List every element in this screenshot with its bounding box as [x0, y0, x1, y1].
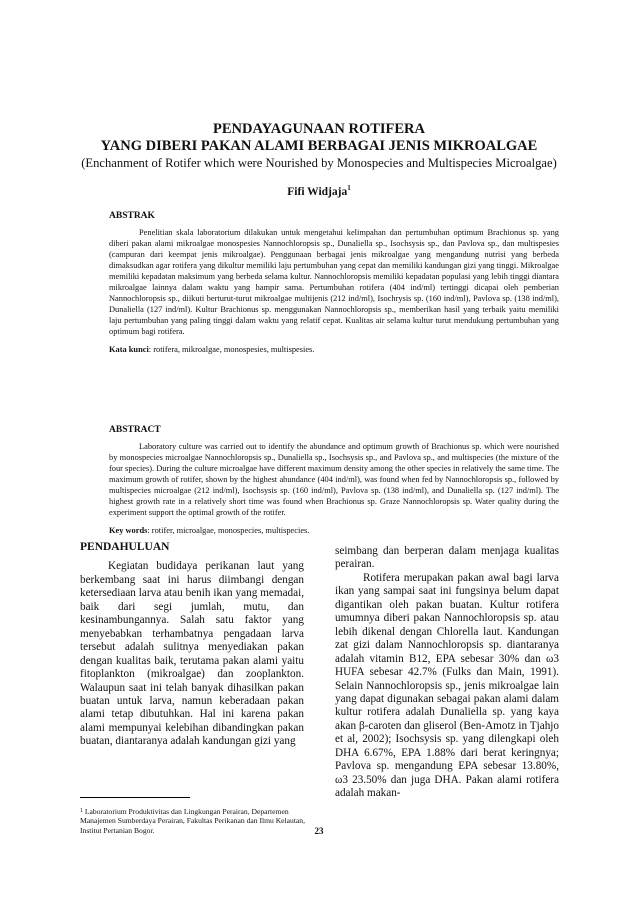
key-words-label: Key words: [109, 526, 148, 535]
left-column: [80, 541, 304, 749]
key-words: [109, 525, 559, 536]
abstrak-section: [109, 211, 559, 355]
author-footnote-mark: 1: [347, 184, 351, 192]
footnote-divider: [80, 797, 190, 798]
title-line-2: YANG DIBERI PAKAN ALAMI BERBAGAI JENIS MIKROALGAE: [100, 138, 538, 154]
para-1-text: Kegiatan budidaya perikanan laut yang berkembang saat ini harus diimbangi dengan ketersediaan larva atau benih ikan yang memadai, baik dari segi jumlah, mutu, dan kesinambungannya. Salah satu faktor yang menyebabkan terhambatnya pengadaan larva tersebut adalah sulitnya menyediakan pakan dengan kualitas baik, terutama pakan alami yaitu fitoplankton (mikroalgae) dan zooplankton. Walaupun saat ini telah banyak dihasilkan pakan buatan untuk larva, namun keberadaan pakan alami tetap dibutuhkan. Hal ini karena pakan alami mempunyai kelebihan dibandingkan pakan buatan, diantaranya adalah kandungan gizi yang: [80, 560, 304, 748]
abstrak-heading: ABSTRAK: [109, 211, 155, 221]
footnote-text: Laboratorium Produktivitas dan Lingkungan Perairan, Departemen Manajemen Sumberdaya Perairan, Fakultas Perikanan dan Ilmu Kelautan, Institut Pertanian Bogor.: [80, 807, 305, 835]
abstrak-text: [109, 227, 559, 337]
subtitle: (Enchanment of Rotifer which were Nourished by Monospecies and Multispecies Microalgae): [81, 156, 557, 170]
kata-kunci: [109, 344, 559, 355]
pendahuluan-para-1: [80, 560, 304, 748]
para-2-text: Rotifera merupakan pakan awal bagi larva ikan yang sampai saat ini fungsinya belum dapat digantikan oleh pakan buatan. Kultur rotifera umumnya diberi pakan Nannochloropsis sp. atau lebih dikenal dengan Chlorella laut. Kandungan zat gizi dalam Nannochloropsis sp. diantaranya adalah vitamin B12, EPA sebesar 30% dan ω3 HUFA sebesar 42.7% (Fulks dan Main, 1991). Selain Nannochloropsis sp., jenis mikroalgae lain yang dapat digunakan sebagai pakan alami dalam kultur rotifera adalah Dunaliella sp. yang kaya akan β-caroten dan gliserol (Ben-Amotz in Tjahjo et al, 2002); Isochsysis sp. yang dilengkapi oleh DHA 6.67%, EPA 1.88% dari berat keringnya; Pavlova sp. mengandung EPA sebesar 13.80%, ω3 23.50% dan juga DHA. Pakan alami rotifera adalah makan-: [335, 571, 559, 800]
abstract-text: [109, 441, 559, 518]
kata-kunci-label: Kata kunci: [109, 345, 149, 354]
para-1-continued: seimbang dan berperan dalam menjaga kualitas perairan.: [335, 545, 559, 571]
abstract-section: [109, 425, 559, 536]
pendahuluan-heading: PENDAHULUAN: [80, 541, 170, 553]
author: [0, 184, 638, 198]
author-name: Fifi Widjaja: [287, 185, 348, 198]
abstract-heading: ABSTRACT: [109, 425, 161, 435]
key-words-text: : rotifer, microalgae, monospecies, multispecies.: [147, 526, 310, 535]
page-number: 23: [314, 826, 324, 836]
kata-kunci-text: : rotifera, mikroalgae, monospesies, multispesies.: [148, 345, 315, 354]
abstrak-body: Penelitian skala laboratorium dilakukan untuk mengetahui kelimpahan dan pertumbuhan optimum Brachionus sp. yang diberi pakan alami mikroalgae monospesies Nannochloropsis sp., Dunaliella sp., Isochsysis sp., dan Pavlova sp., dan multispesies (campuran dari keempat jenis mikroalgae). Penggunaan berbagai jenis mikroalgae yang mengandung nutrisi yang berbeda dimaksudkan agar rotifera yang dikultur memiliki laju pertumbuhan yang cepat dan memiliki kandungan gizi yang tinggi. Mikroalgae memiliki kepadatan maksimum yang berbeda selama kultur. Nannochloropsis memiliki kepadatan populasi yang lebih tinggi diantara mikroalgae lainnya dalam waktu yang hampir sama. Pertumbuhan rotifera (404 ind/ml) tertinggi dicapai oleh pemberian Nannochloropsis sp., diikuti berturut-turut mikroalgae multijenis (212 ind/ml), Isochrysis sp. (160 ind/ml), Pavlova sp. (138 ind/ml), Dunaliella (127 ind/ml). Kultur Brachionus sp. menggunakan Nannochloropsis sp., memberikan hasil yang terbaik yaitu memiliki laju pertumbuhan yang paling tinggi dalam waktu yang relatif cepat. Kualitas air selama kultur turut mendukung pertumbuhan yang optimum bagi rotifera.: [109, 228, 559, 336]
title-line-1: PENDAYAGUNAAN ROTIFERA: [212, 121, 426, 137]
right-column: [335, 545, 559, 801]
pendahuluan-para-2: [335, 572, 559, 801]
abstract-body: Laboratory culture was carried out to identify the abundance and optimum growth of Brachionus sp. which were nourished by monospecies microalgae Nannochloropsis sp., Dunaliella sp., Isochsysis sp., and Pavlova sp., and multispecies (the mixture of the four species). During the culture microalgae have different maximum density among the other species in relatively the same time. The maximum growth of rotifer, shown by the highest abundance (404 ind/ml), was found when fed by Nannochloropsis sp., followed by multispecies microalgae (212 ind/ml), Isochsysis sp. (160 ind/ml), Pavlova sp. (138 ind/ml), and Dunaliella sp. (127 ind/ml). The highest growth rate in a relatively short time was found when Brachionus sp. Graze Nannochloropsis sp. Water quality during the experiment support the optimal growth of the rotifer.: [109, 442, 559, 517]
footnote-number: 1: [80, 808, 83, 814]
